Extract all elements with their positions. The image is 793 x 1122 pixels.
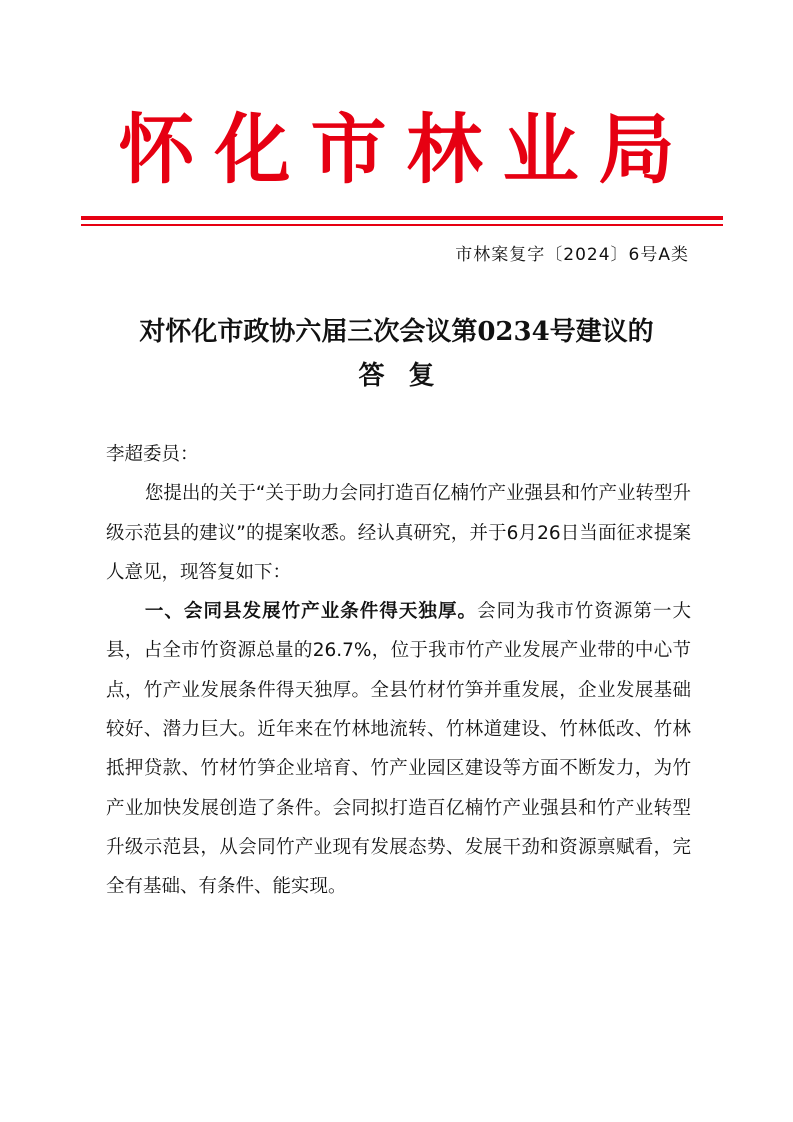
section-1-paragraph [106,592,691,906]
letter-body [106,435,691,907]
document-title-line-1: 对怀化市政协六届三次会议第0234号建议的 [139,317,654,347]
section-1-body: 会同为我市竹资源第一大县，占全市竹资源总量的26.7%，位于我市竹产业发展产业带的中心节点，竹产业发展条件得天独厚。全县竹材竹笋并重发展，企业发展基础较好、潜力巨大。近年来在竹林地流转、竹林道建设、竹林低改、竹林抵押贷款、竹材竹笋企业培育、竹产业园区建设等方面不断发力，为竹产业加快发展创造了条件。会同拟打造百亿楠竹产业强县和竹产业转型升级示范县，从会同竹产业现有发展态势、发展干劲和资源禀赋看，完全有基础、有条件、能实现。 [106,601,691,898]
document-number: 市林案复字〔2024〕6号A类 [455,245,689,265]
document-title-line-2: 答复 [358,361,459,391]
masthead-rule-thick [81,216,723,220]
masthead-rule-thin [81,224,723,226]
intro-paragraph: 您提出的关于“关于助力会同打造百亿楠竹产业强县和竹产业转型升级示范县的建议”的提案收悉。经认真研究，并于6月26日当面征求提案人意见，现答复如下： [106,483,691,583]
section-1-heading: 一、会同县发展竹产业条件得天独厚。 [144,601,478,623]
org-masthead: 怀化市林业局 [118,105,695,194]
salutation: 李超委员： [106,444,199,465]
